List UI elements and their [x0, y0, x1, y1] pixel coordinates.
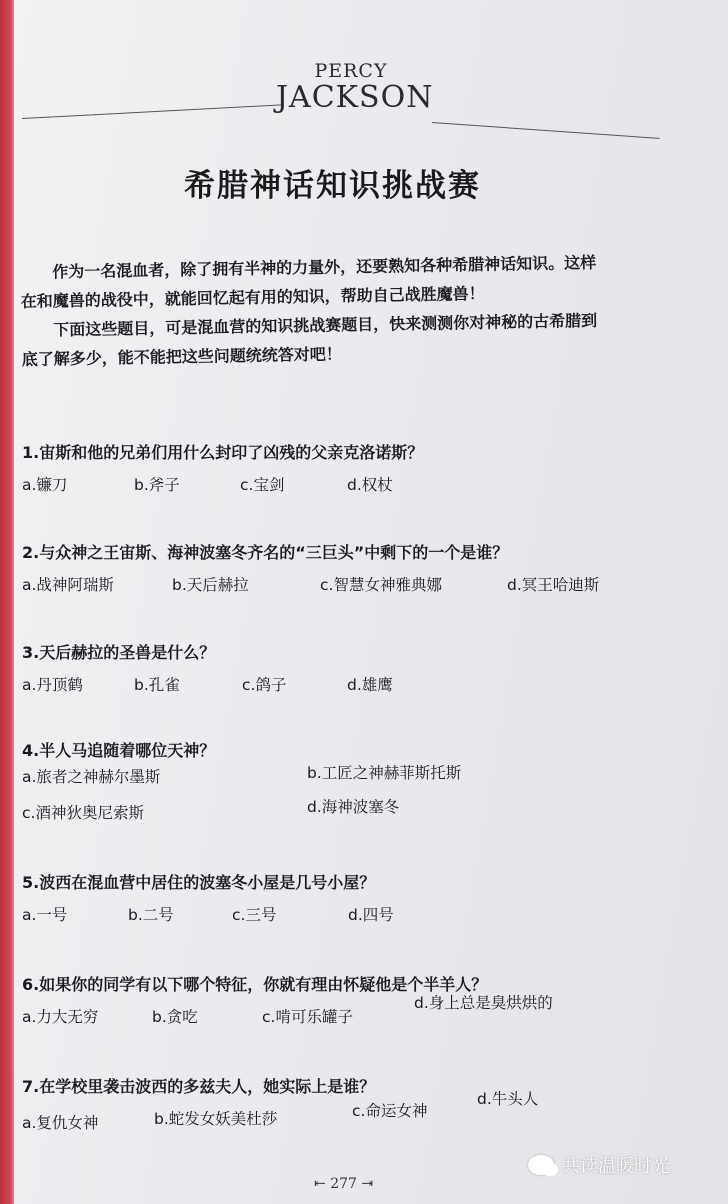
option-a: a.战神阿瑞斯 [22, 576, 114, 594]
header-rule-right [432, 122, 660, 139]
option-c: c.酒神狄奥尼索斯 [22, 804, 144, 822]
intro-line: 在和魔兽的战役中，就能回忆起有用的知识，帮助自己战胜魔兽！ [20, 283, 485, 311]
option-a: a.丹顶鹤 [22, 676, 83, 694]
option-b: b.天后赫拉 [172, 576, 249, 594]
option-b: b.孔雀 [134, 676, 180, 694]
option-c: c.智慧女神雅典娜 [320, 576, 442, 594]
question-3 [22, 640, 393, 703]
logo-line1: PERCY [314, 60, 388, 82]
option-d: d.雄鹰 [347, 676, 393, 694]
option-c: c.啃可乐罐子 [262, 1008, 353, 1026]
question-4 [22, 738, 462, 835]
question-stem: 2.与众神之王宙斯、海神波塞冬齐名的“三巨头”中剩下的一个是谁？ [22, 543, 509, 562]
option-c: c.命运女神 [352, 1102, 428, 1120]
intro-text [20, 247, 672, 374]
page-ornament-right-icon: ⇥ [356, 1176, 374, 1192]
question-2 [22, 540, 600, 603]
header-rule-left [22, 104, 284, 119]
page-ornament-left-icon: ⇤ [314, 1176, 331, 1192]
option-b: b.二号 [128, 906, 174, 924]
question-stem: 4.半人马追随着哪位天神？ [22, 741, 216, 760]
option-a: a.一号 [22, 906, 68, 924]
watermark-text: 共读温暖时光 [562, 1156, 670, 1177]
logo-line2: JACKSON [276, 80, 434, 115]
options-row [22, 1090, 539, 1137]
options-row [22, 994, 553, 1035]
option-c: c.鸽子 [242, 676, 287, 694]
options-row [22, 903, 394, 933]
intro-line: 作为一名混血者，除了拥有半神的力量外，还要熟知各种希腊神话知识。这样 [52, 252, 597, 282]
question-stem: 5.波西在混血营中居住的波塞冬小屋是几号小屋？ [22, 873, 376, 892]
option-b: b.斧子 [134, 476, 180, 494]
question-stem: 6.如果你的同学有以下哪个特征，你就有理由怀疑他是个半羊人？ [22, 975, 488, 994]
intro-line: 下面这些题目，可是混血营的知识挑战赛题目，快来测测你对神秘的古希腊到 [53, 310, 598, 340]
percy-jackson-logo [276, 60, 434, 115]
option-d: d.身上总是臭烘烘的 [414, 994, 553, 1012]
option-d: d.牛头人 [477, 1090, 539, 1108]
option-b: b.贪吃 [152, 1008, 198, 1026]
option-a: a.复仇女神 [22, 1114, 99, 1132]
options-row [22, 473, 423, 503]
page-number [314, 1176, 373, 1192]
options-row [22, 573, 600, 603]
option-d: d.权杖 [347, 476, 393, 494]
question-6 [22, 972, 553, 1035]
wechat-icon [528, 1155, 554, 1175]
option-a: a.力大无穷 [22, 1008, 99, 1026]
options-row [22, 673, 393, 703]
option-b: b.蛇发女妖美杜莎 [154, 1110, 278, 1128]
option-d: d.冥王哈迪斯 [507, 576, 600, 594]
page-number-text: 277 [330, 1176, 357, 1192]
question-stem: 7.在学校里袭击波西的多兹夫人，她实际上是谁？ [22, 1077, 376, 1096]
option-a: a.镰刀 [22, 476, 68, 494]
question-stem: 3.天后赫拉的圣兽是什么？ [22, 643, 216, 662]
option-c: c.三号 [232, 906, 277, 924]
question-7 [22, 1074, 539, 1137]
option-d: d.四号 [348, 906, 394, 924]
option-a: a.旅者之神赫尔墨斯 [22, 768, 161, 786]
question-stem: 1.宙斯和他的兄弟们用什么封印了凶残的父亲克洛诺斯？ [22, 443, 424, 462]
book-page [14, 0, 728, 1204]
option-c: c.宝剑 [240, 476, 285, 494]
intro-line: 底了解多少，能不能把这些问题统统答对吧！ [21, 344, 342, 369]
page-title: 希腊神话知识挑战赛 [184, 168, 481, 204]
options-grid [22, 764, 462, 835]
option-d: d.海神波塞冬 [307, 798, 400, 816]
question-1 [22, 440, 423, 503]
option-b: b.工匠之神赫菲斯托斯 [307, 764, 462, 782]
wechat-watermark [528, 1152, 670, 1178]
question-5 [22, 870, 394, 933]
